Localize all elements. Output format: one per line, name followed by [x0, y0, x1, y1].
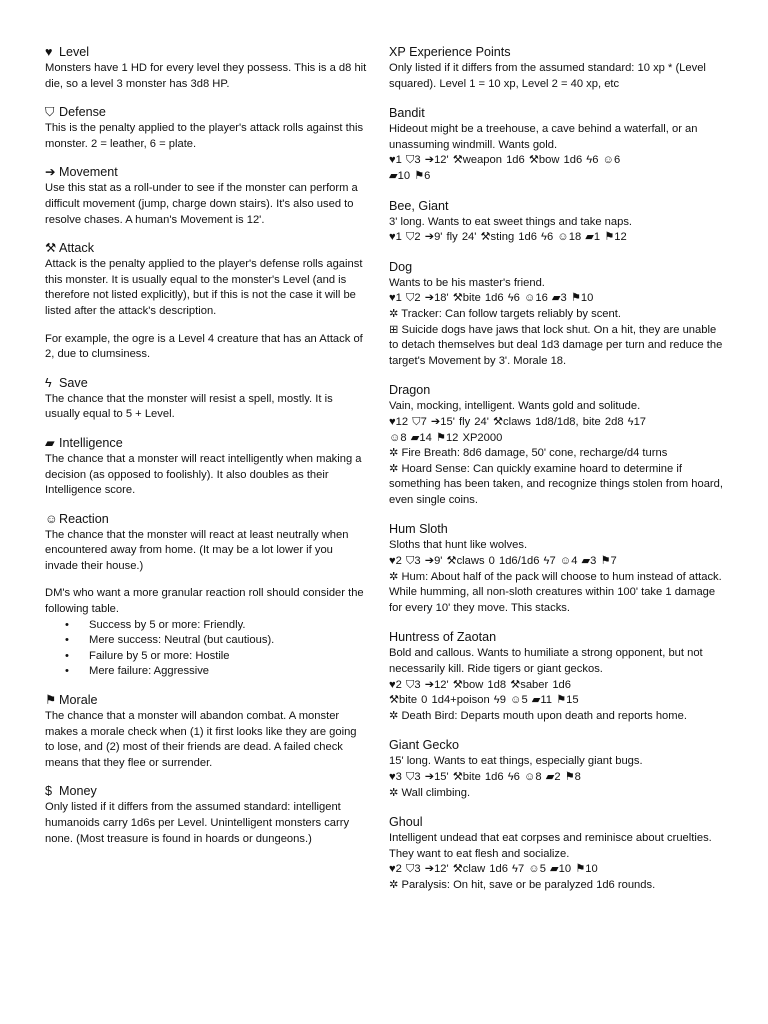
- monster-ability: ⊞ Suicide dogs have jaws that lock shut. On a hit, they are unable to detach themselves but deal 1d3 damage per turn and reduce the target's Movement by 3'. Morale 18.: [389, 323, 723, 367]
- list-item: • Mere success: Neutral (but cautious).: [65, 633, 367, 649]
- monster-ability: ✲ Tracker: Can follow targets reliably by scent.: [389, 307, 621, 320]
- section-text: Use this stat as a roll-under to see if the monster can perform a difficult movement (jump, charge down stairs). It's also used to resolve chases. A human's Movement is 12'.: [45, 182, 358, 226]
- section-text: Only listed if it differs from the assumed standard: 10 xp * (Level squared). Level 1 = 10 xp, Level 2 = 40 xp, etc: [389, 62, 706, 90]
- monster-stats: ♥2 ⛉3 ➔9' ⚒claws 0 1d6/1d6 ϟ7 ☺4 ▰3 ⚑7: [389, 555, 617, 568]
- heading-text: Defense: [59, 105, 106, 120]
- section-intelligence: [45, 435, 367, 499]
- monster-stats: ▰10 ⚑6: [389, 169, 431, 182]
- section-heading: [45, 240, 367, 257]
- monster-name: Hum Sloth: [389, 522, 448, 537]
- monster-name: Dog: [389, 259, 413, 274]
- heading-text: Reaction: [59, 511, 109, 526]
- monster-ability: ✲ Fire Breath: 8d6 damage, 50' cone, recharge/d4 turns: [389, 447, 668, 460]
- section-text: DM's who want a more granular reaction roll should consider the following table.: [45, 587, 364, 616]
- monster-line: Hideout might be a treehouse, a cave behind a waterfall, or an unassuming windmill. Wants gold.: [389, 123, 698, 151]
- list-item: • Failure by 5 or more: Hostile: [65, 649, 367, 665]
- section-text: For example, the ogre is a Level 4 creature that has an Attack of 2, due to clumsiness.: [45, 332, 363, 361]
- monster-line: Wants to be his master's friend.: [389, 276, 545, 289]
- monster-stats: ☺8 ▰14 ⚑12 XP2000: [389, 431, 503, 444]
- section-heading: [45, 511, 367, 528]
- book-icon: ▰: [45, 435, 55, 450]
- monster-entry: [389, 382, 725, 508]
- section-save: [45, 375, 367, 423]
- section-defense: [45, 104, 367, 152]
- section-movement: [45, 164, 367, 228]
- section-heading: [45, 104, 367, 121]
- monster-list: [389, 105, 725, 893]
- lightning-icon: ϟ: [45, 375, 52, 390]
- monster-ability: ✲ Hum: About half of the pack will choose to hum instead of attack. While humming, all non-sloth creatures within 100' take 1 damage for every 10' they move. This stacks.: [389, 570, 722, 614]
- monster-ability: ✲ Hoard Sense: Can quickly examine hoard to determine if something has been taken, and recognize things stolen from hoard, even single coins.: [389, 462, 723, 506]
- section-text: The chance that the monster will react at least neutrally when encountered away from home. (It may be a lot lower if you invade their house.): [45, 528, 349, 572]
- section-text: Monsters have 1 HD for every level they possess. This is a d8 hit die, so a level 3 monster has 3d8 HP.: [45, 62, 367, 90]
- heart-icon: ♥: [45, 45, 53, 59]
- dollar-icon: $: [45, 784, 53, 799]
- monster-line: 15' long. Wants to eat things, especially giant bugs.: [389, 755, 643, 768]
- section-reaction: [45, 511, 367, 680]
- shield-icon: ⛉: [45, 105, 55, 120]
- section-heading: [45, 435, 367, 452]
- heading-text: Money: [59, 784, 97, 799]
- monster-ability: ✲ Wall climbing.: [389, 786, 471, 799]
- heading-text: Movement: [59, 165, 118, 180]
- list-item: • Mere failure: Aggressive: [65, 664, 367, 680]
- flag-icon: ⚑: [45, 693, 57, 708]
- monster-stats: ⚒bite 0 1d4+poison ϟ9 ☺5 ▰11 ⚑15: [389, 694, 579, 707]
- heading-text: Morale: [59, 693, 98, 708]
- reaction-table: [45, 618, 367, 680]
- section-money: [45, 783, 367, 847]
- section-heading: [45, 375, 367, 392]
- section-heading: [45, 692, 367, 709]
- monster-stats: ♥1 ⛉2 ➔9' fly 24' ⚒sting 1d6 ϟ6 ☺18 ▰1 ⚑12: [389, 231, 627, 244]
- section-text: The chance that a monster will react intelligently when making a decision (as opposed to foolishly). It also doubles as their Intelligence score.: [45, 452, 362, 497]
- section-morale: [45, 692, 367, 771]
- monster-entry: [389, 629, 725, 724]
- monster-entry: [389, 105, 725, 184]
- monster-name: Bee, Giant: [389, 198, 449, 213]
- monster-entry: [389, 259, 725, 370]
- monster-name: Ghoul: [389, 815, 423, 830]
- section-heading: [45, 783, 367, 800]
- monster-ability: ✲ Death Bird: Departs mouth upon death and reports home.: [389, 709, 687, 722]
- heading-text: Intelligence: [59, 435, 123, 450]
- section-text: The chance that the monster will resist a spell, mostly. It is usually equal to 5 + Level.: [45, 392, 333, 421]
- monster-line: Vain, mocking, intelligent. Wants gold and solitude.: [389, 400, 641, 413]
- section-heading: [45, 44, 367, 61]
- heading-text: Level: [59, 45, 90, 59]
- section-xp: [389, 44, 725, 92]
- monster-stats: ♥2 ⛉3 ➔12' ⚒claw 1d6 ϟ7 ☺5 ▰10 ⚑10: [389, 863, 598, 876]
- monster-line: Bold and callous. Wants to humiliate a strong opponent, but not necessarily kill. Ride tigers or giant geckos.: [389, 647, 703, 676]
- section-level: [45, 44, 367, 92]
- monster-line: 3' long. Wants to eat sweet things and take naps.: [389, 215, 633, 228]
- monster-line: Sloths that hunt like wolves.: [389, 539, 528, 552]
- monster-name: Dragon: [389, 383, 431, 398]
- monster-name: Giant Gecko: [389, 738, 459, 753]
- monster-entry: [389, 198, 725, 246]
- monster-stats: ♥1 ⛉2 ➔18' ⚒bite 1d6 ϟ6 ☺16 ▰3 ⚑10: [389, 292, 594, 305]
- heading-text: Attack: [59, 241, 94, 256]
- monster-name: Bandit: [389, 106, 425, 121]
- monster-stats: ♥3 ⛉3 ➔15' ⚒bite 1d6 ϟ6 ☺8 ▰2 ⚑8: [389, 771, 581, 783]
- monster-ability: ✲ Paralysis: On hit, save or be paralyzed 1d6 rounds.: [389, 878, 656, 891]
- monster-stats: ♥1 ⛉3 ➔12' ⚒weapon 1d6 ⚒bow 1d6 ϟ6 ☺6: [389, 154, 621, 167]
- section-attack: [45, 240, 367, 363]
- list-item: • Success by 5 or more: Friendly.: [65, 618, 367, 634]
- monster-entry: [389, 814, 725, 893]
- section-heading: [45, 164, 367, 181]
- heading-text: Save: [59, 375, 88, 390]
- section-heading: XP Experience Points: [389, 45, 511, 59]
- section-text: This is the penalty applied to the player's attack rolls against this monster. 2 = leather, 6 = plate.: [45, 122, 364, 150]
- monster-stats: ♥2 ⛉3 ➔12' ⚒bow 1d8 ⚒saber 1d6: [389, 678, 571, 691]
- monster-name: Huntress of Zaotan: [389, 630, 497, 645]
- arrow-right-icon: ➔: [45, 165, 56, 180]
- monster-entry: [389, 737, 725, 801]
- section-text: Only listed if it differs from the assumed standard: intelligent humanoids carry 1d6s per Level. Unintelligent monsters carry none. (Most treasure is found in hoards or dungeons.): [45, 801, 350, 845]
- section-text: Attack is the penalty applied to the player's defense rolls against this monster. It is usually equal to the monster's Level (and is therefore not listed explicitly), but if this is not the case it will be listed after the attack's description.: [45, 258, 363, 317]
- monster-stats: ♥12 ⛉7 ➔15' fly 24' ⚒claws 1d8/1d8, bite 2d8 ϟ17: [389, 415, 647, 428]
- smiley-icon: ☺: [45, 511, 58, 526]
- left-column: [45, 44, 367, 859]
- monster-line: Intelligent undead that eat corpses and reminisce about cruelties. They want to eat flesh and socialize.: [389, 832, 712, 860]
- monster-entry: [389, 521, 725, 616]
- section-text: The chance that a monster will abandon combat. A monster makes a morale check when (1) it first looks like they are going to lose, and (2) most of their friends are dead. A failed check means that they flee or surrender.: [45, 710, 357, 769]
- hammer-icon: ⚒: [45, 241, 57, 256]
- right-column: [389, 44, 725, 907]
